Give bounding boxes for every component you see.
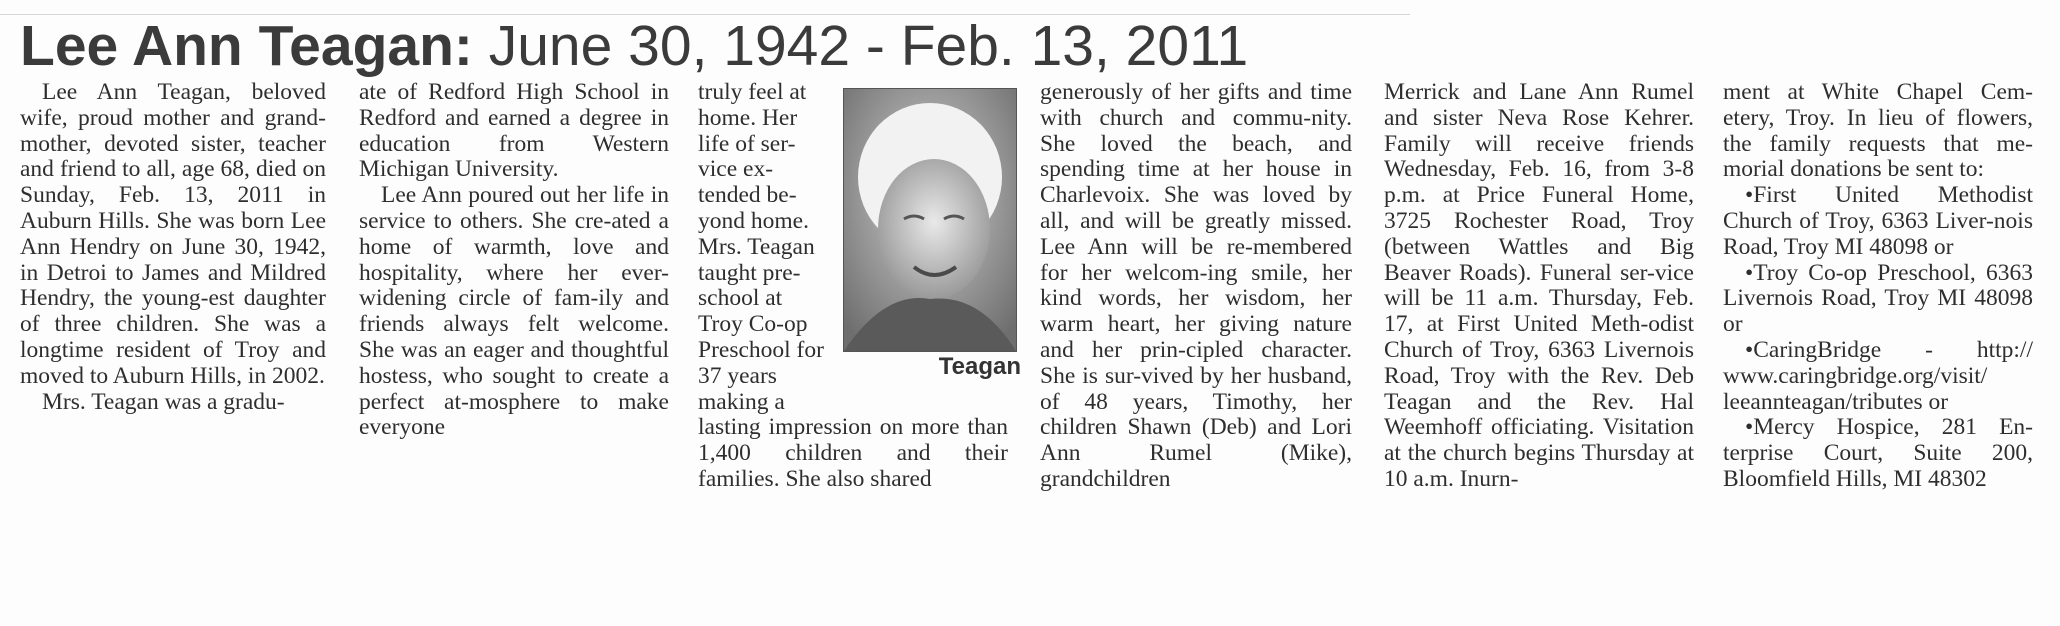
paragraph: lasting impression on more than 1,400 children and their families. She also shared	[698, 414, 1008, 492]
paragraph: Mrs. Teagan was a gradu-	[42, 388, 285, 415]
column-1	[20, 80, 326, 415]
paragraph: ment at White Chapel Cem-etery, Troy. In lieu of flowers, the family requests that me-morial donations be sent to:	[1723, 79, 2033, 183]
donation-item: •Troy Co-op Preschool, 6363 Livernois Road, Troy MI 48098 or	[1723, 259, 2033, 338]
headline-dates: June 30, 1942 - Feb. 13, 2011	[488, 14, 1249, 78]
portrait-photo	[843, 88, 1017, 352]
column-6	[1723, 80, 2033, 493]
donation-item: •Mercy Hospice, 281 En-terprise Court, Suite 200, Bloomfield Hills, MI 48302	[1723, 414, 2033, 492]
portrait-image	[844, 89, 1016, 351]
paragraph: ate of Redford High School in Redford and earned a degree in education from Western Michigan University.	[359, 79, 669, 183]
donation-item: •First United Methodist Church of Troy, 6363 Liver-nois Road, Troy MI 48098 or	[1723, 182, 2033, 260]
paragraph: Merrick and Lane Ann Rumel and sister Neva Rose Kehrer. Family will receive friends Wednesday, Feb. 16, from 3-8 p.m. at Price Funeral Home, 3725 Rochester Road, Troy (between Wattles and Big Beaver Roads). Funeral ser-vice will be 11 a.m. Thursday, Feb. 17, at First United Meth-odist Church of Troy, 6363 Livernois Road, Troy with the Rev. Deb Teagan and the Rev. Hal Weemhoff officiating. Visitation at the church begins Thursday at 10 a.m. Inurn-	[1384, 79, 1694, 492]
donation-item: •CaringBridge - http:// www.caringbridge.org/visit/ leeannteagan/tributes or	[1723, 336, 2033, 415]
paragraph: Lee Ann Teagan, beloved wife, proud mother and grand-mother, devoted sister, teacher and friend to all, age 68, died on Sunday, Feb. 13, 2011 in Auburn Hills. She was born Lee Ann Hendry on June 30, 1942, in Detroi to James and Mildred Hendry, the young-est daughter of three children. She was a longtime resident of Troy and moved to Auburn Hills, in 2002.	[20, 79, 326, 389]
column-4	[1040, 80, 1352, 493]
column-3-narrow	[698, 80, 828, 415]
photo-caption: Teagan	[938, 353, 1021, 380]
headline	[20, 10, 1248, 82]
paragraph: truly feel at home. Her life of ser-vice ex-tended be-yond home. Mrs. Teagan taught pre-school at Troy Co-op Preschool for 37 years making a	[698, 79, 824, 415]
paragraph: Lee Ann poured out her life in service to others. She cre-ated a home of warmth, love and hospitality, where her ever-widening circle of fam-ily and friends always felt welcome. She was an eager and thoughtful hostess, who sought to create a perfect at-mosphere to make everyone	[359, 182, 669, 441]
column-2	[359, 80, 669, 441]
column-5	[1384, 80, 1694, 493]
paragraph: generously of her gifts and time with church and commu-nity. She loved the beach, and spending time at her house in Charlevoix. She was loved by all, and will be greatly missed. Lee Ann will be re-membered for her welcom-ing smile, her kind words, her wisdom, her warm heart, her giving nature and her prin-cipled character. She is sur-vived by her husband, of 48 years, Timothy, her children Shawn (Deb) and Lori Ann Rumel (Mike), grandchildren	[1040, 79, 1352, 492]
headline-name: Lee Ann Teagan:	[20, 14, 473, 78]
